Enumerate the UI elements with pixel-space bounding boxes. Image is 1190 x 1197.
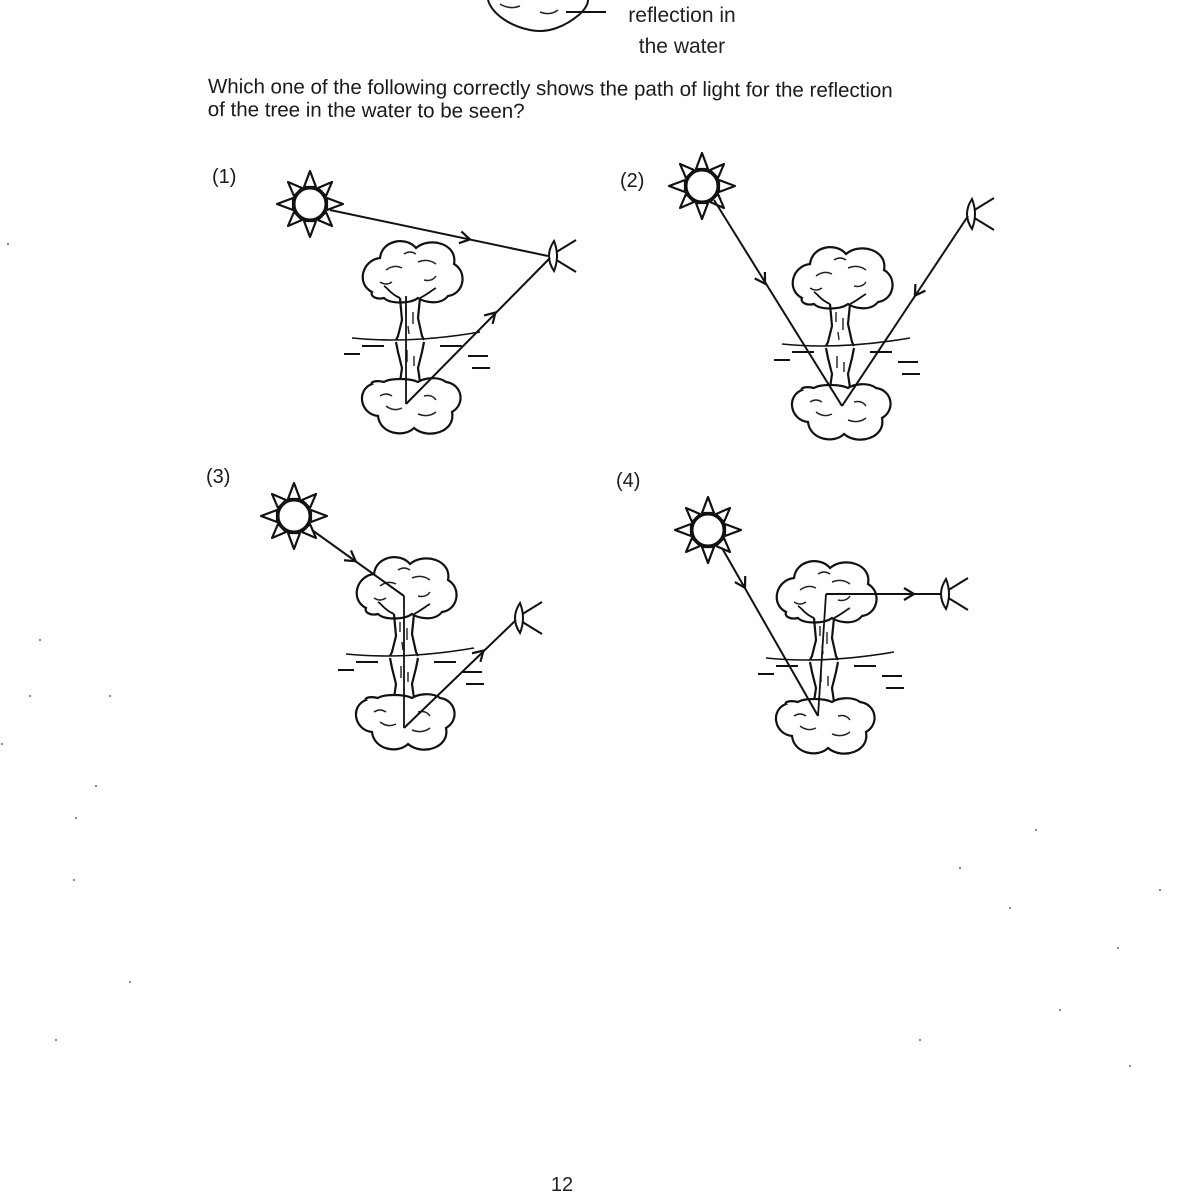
- tree-icon: [774, 247, 920, 439]
- sun-icon: [669, 153, 735, 219]
- sun-icon: [675, 497, 741, 563]
- question-line2: of the tree in the water to be seen?: [207, 97, 525, 123]
- page-number: 12: [550, 1174, 574, 1196]
- question-line1: Which one of the following correctly shows the path of light for the reflection: [207, 75, 893, 103]
- tree-icon: [344, 241, 490, 433]
- option-1-label: (1): [212, 166, 237, 188]
- question-text: [208, 75, 1028, 126]
- scan-specks: [1, 243, 1161, 1067]
- eye-icon: [941, 578, 968, 610]
- eye-icon: [515, 602, 542, 634]
- figure-option-2: [669, 153, 994, 440]
- option-2-label: (2): [620, 170, 645, 192]
- figure-option-1: [277, 171, 576, 434]
- reflection-label-line1: reflection in: [628, 4, 736, 27]
- option-3-label: (3): [206, 466, 231, 488]
- eye-icon: [967, 198, 994, 230]
- reflection-label-line2: the water: [638, 35, 726, 58]
- tree-icon: [758, 561, 904, 753]
- previous-reflection-sketch: [488, 0, 606, 31]
- sun-icon: [277, 171, 343, 237]
- figure-option-3: [261, 483, 542, 750]
- sun-icon: [261, 483, 327, 549]
- figure-option-4: [675, 497, 968, 754]
- eye-icon: [549, 240, 576, 272]
- option-4-label: (4): [616, 470, 641, 492]
